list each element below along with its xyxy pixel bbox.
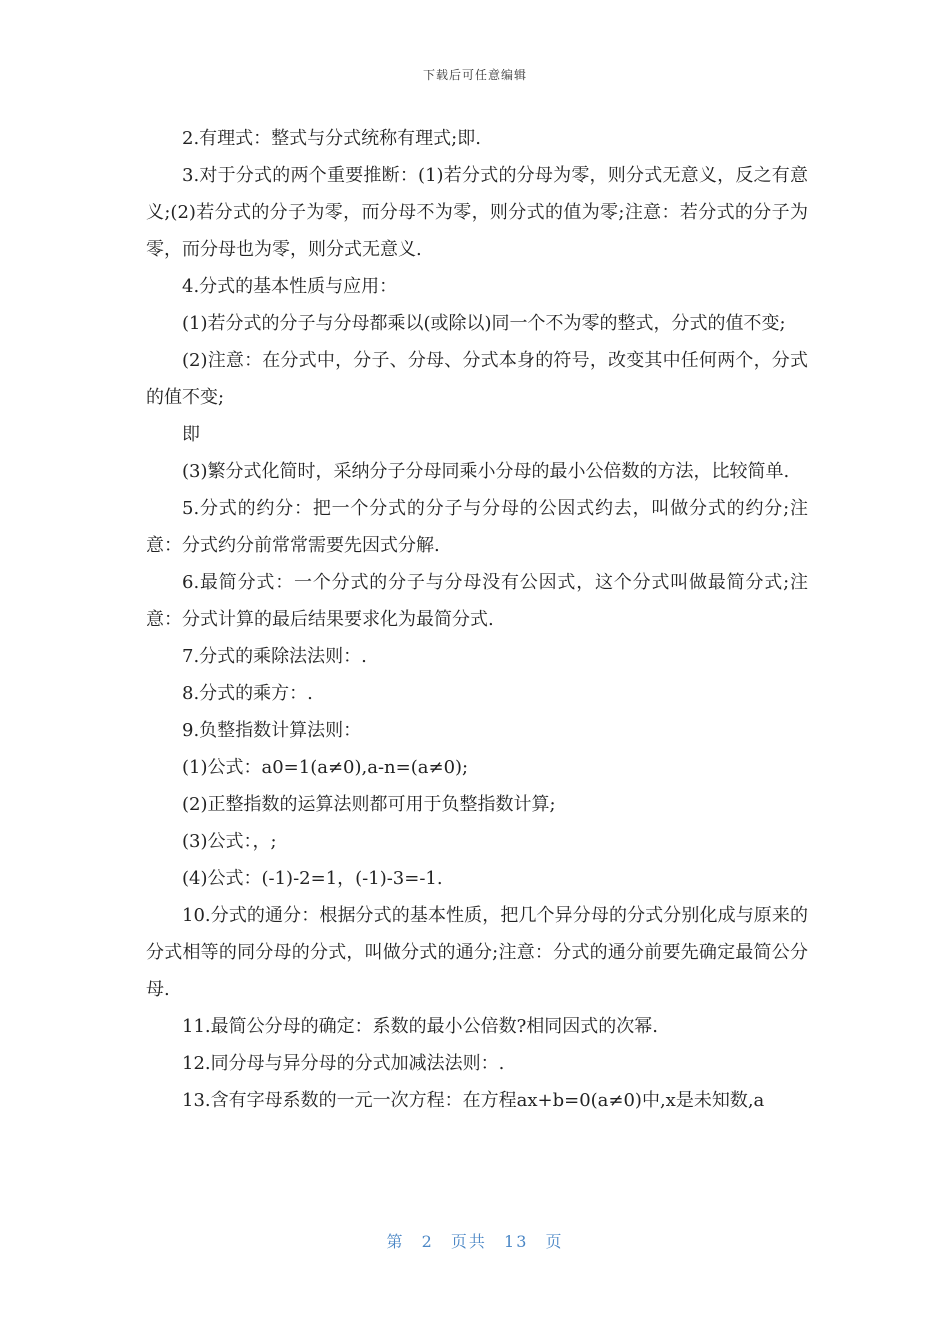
page-footer xyxy=(0,1229,950,1252)
paragraph-11: 11.最简公分母的确定：系数的最小公倍数?相同因式的次幂. xyxy=(182,1016,658,1037)
footer-current-page: 2 xyxy=(421,1232,434,1251)
paragraph-7: 7.分式的乘除法法则：. xyxy=(182,646,367,667)
paragraph-4: 4.分式的基本性质与应用： xyxy=(182,276,398,297)
footer-total-pages: 13 xyxy=(504,1232,529,1251)
paragraph-9-2: (2)正整指数的运算法则都可用于负整指数计算; xyxy=(182,794,556,815)
paragraph-5: 5.分式的约分：把一个分式的分子与分母的公因式约去，叫做分式的约分;注意：分式约分前常常需要先因式分解. xyxy=(146,498,808,556)
paragraph-10: 10.分式的通分：根据分式的基本性质，把几个异分母的分式分别化成与原来的分式相等的同分母的分式，叫做分式的通分;注意：分式的通分前要先确定最简公分母. xyxy=(146,905,808,1000)
paragraph-3: 3.对于分式的两个重要推断：(1)若分式的分母为零，则分式无意义，反之有意义;(2)若分式的分子为零，而分母不为零，则分式的值为零;注意：若分式的分子为零，而分母也为零，则分式无意义. xyxy=(146,165,808,260)
paragraph-12: 12.同分母与异分母的分式加减法法则：. xyxy=(182,1053,505,1074)
footer-middle: 页共 xyxy=(450,1232,487,1251)
paragraph-4-2-formula: 即 xyxy=(182,424,200,445)
paragraph-9: 9.负整指数计算法则： xyxy=(182,720,362,741)
paragraph-9-3: (3)公式：，; xyxy=(182,831,277,852)
paragraph-8: 8.分式的乘方：. xyxy=(182,683,313,704)
footer-prefix: 第 xyxy=(386,1232,405,1251)
paragraph-4-1: (1)若分式的分子与分母都乘以(或除以)同一个不为零的整式，分式的值不变; xyxy=(182,313,786,334)
paragraph-9-1: (1)公式：a0=1(a≠0),a-n=(a≠0); xyxy=(182,757,469,778)
paragraph-13: 13.含有字母系数的一元一次方程：在方程ax+b=0(a≠0)中,x是未知数,a xyxy=(182,1090,765,1111)
paragraph-4-3: (3)繁分式化简时，采纳分子分母同乘小分母的最小公倍数的方法，比较简单. xyxy=(182,461,790,482)
footer-suffix: 页 xyxy=(545,1232,564,1251)
document-body xyxy=(146,120,808,1119)
paragraph-4-2: (2)注意：在分式中，分子、分母、分式本身的符号，改变其中任何两个，分式的值不变; xyxy=(146,350,808,408)
paragraph-2: 2.有理式：整式与分式统称有理式;即. xyxy=(182,128,481,149)
paragraph-6: 6.最简分式：一个分式的分子与分母没有公因式，这个分式叫做最简分式;注意：分式计算的最后结果要求化为最简分式. xyxy=(146,572,808,630)
page-header: 下载后可任意编辑 xyxy=(422,68,527,82)
paragraph-9-4: (4)公式：(-1)-2=1，(-1)-3=-1. xyxy=(182,868,443,889)
